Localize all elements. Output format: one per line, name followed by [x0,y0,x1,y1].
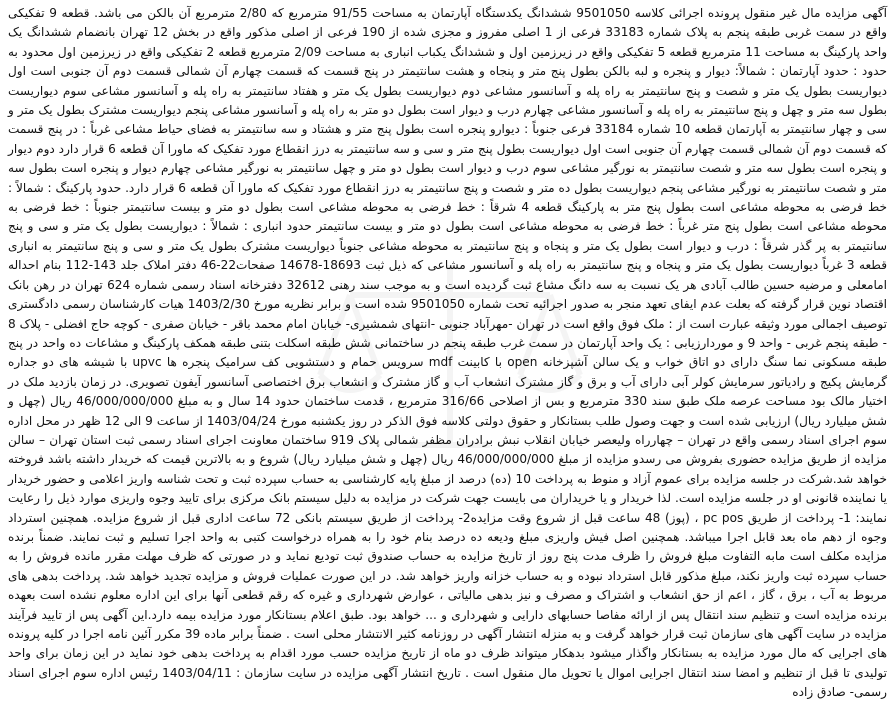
notice-body-text: آگهی مزایده مال غیر منقول پرونده اجرائی کلاسه 9501050 ششدانگ یکدستگاه آپارتمان به مساحت 91/55 مترمربع که 2/80 مترمربع آن بالکن می باشد. قطعه 9 تفکیکی واقع در سمت غربی طبقه پنجم به پلاک شماره 33183 فرعی از 1 اصلی مفروز و مجزی شده از 190 فرعی از اصلی مذکور واقع در بخش 12 تهران بانضمام ششدانگ یک واحد پارکینگ به مساحت 11 مترمربع قطعه 5 تفکیکی واقع در زیرزمین اول و ششدانگ یکباب انباری به مساحت 2/09 مترمربع قطعه 2 تفکیکی واقع در زیرزمین اول محدود به حدود : حدود آپارتمان : شمالاً: دیوار و پنجره و لبه بالکن بطول پنج متر و پنجاه و هشت سانتیمتر در پنج قسمت که قسمت چهارم آن شمالی قسمت دوم آن جنوبی است اول دیواریست بطول یک متر و شصت و پنج سانتیمتر به راه پله و آسانسور مشاعی دوم دیواریست بطول یک متر و هفتاد سانتیمتر به راه پله و آسانسور مشاعی سوم دیواریست بطول سه متر و چهل و پنج سانتیمتر به راه پله و آسانسور مشاعی چهارم درب و دیوار است بطول دو متر به راه پله و آسانسور مشاعی پنجم دیواریست مشترک بطول یک متر و سی و چهار سانتیمتر به آپارتمان قطعه 10 شماره 33184 فرعی جنوباً : دیوارو پنجره است بطول پنج متر و هشتاد و سه سانتیمتر به فضای حیاط مشاعی غرباً : در پنج قسمت که قسمت دوم آن شمالی قسمت چهارم آن جنوبی است اول دیواریست بطول پنج متر و سی و سه سانتیمتر به درز انقطاع مورد تفکیک که ماورا آن قطعه 6 قرار دارد دوم دیوار و پنجره است بطول سه متر و شصت سانتیمتر به نورگیر مشاعی سوم درب و دیوار است بطول دو متر و چهل سانتیمتر به نورگیر مشاعی چهارم دیوار و پنجره است بطول سه متر و شصت سانتیمتر به نورگیر مشاعی پنجم دیواریست بطول ده متر و شصت و پنج سانتیمتر به درز انقطاع مورد تفکیک که ماورا آن قطعه 6 قرار دارد. حدود پارکینگ : شمالاً : خط فرضی به محوطه مشاعی است بطول پنج متر به پارکینگ قطعه 4 شرقاً : خط فرضی به محوطه مشاعی است بطول دو متر و بیست سانتیمتر جنوباً : خط فرضی به محوطه مشاعی است بطول پنج متر غرباً : خط فرضی به محوطه مشاعی است بطول دو متر و بیست سانتیمتر حدود انباری : شمالاً : دیواریست بطول یک متر و سی و پنج سانتیمتر به پر گذر شرقاً : درب و دیوار است بطول یک متر و پنجاه و پنج سانتیمتر به محوطه مشاعی جنوباً دیواریست مشترک بطول یک متر و سی و پنج سانتیمتر به انباری قطعه 3 غرباً دیواریست بطول یک متر و پنجاه و پنج سانتیمتر به راه پله و آسانسور مشاعی که ذیل ثبت 18693-14678 صفحات22-46 دفتر املاک جلد 143-112 بنام احداله امامعلی و مرضیه حسین طالب آبادی هر یک نسبت به سه دانگ مشاع ثبت گردیده است و به موجب سند رهنی 32612 دفترخانه اسناد رسمی شماره 624 تهران در رهن بانک اقتصاد نوین قرار گرفته که بعلت عدم ایفای تعهد منجر به صدور اجرائیه تحت شماره 9501050 شده است و برابر نظریه مورخ 1403/2/30 هیات کارشناسان رسمی دادگستری توصیف اجمالی مورد وثیقه عبارت است از : ملک فوق واقع است در تهران -مهرآباد جنوبی -انتهای شمشیری- خیابان امام محمد باقر - خیابان صفری - کوچه حاج افضلی - پلاک 8 - طبقه پنجم غربی - واحد 9 و موردارزیابی : یک واحد آپارتمان در سمت غرب طبقه پنجم در ساختمانی شش طبقه اسکلت بتنی طبقه همکف پارکینگ و مشاعات ده واحد در پنج طبقه مسکونی نما سنگ دارای دو اتاق خواب و یک سالن آشپزخانه open با کابینت mdf سرویس حمام و دستشویی کف سرامیک پنجره ها upvc با شیشه های دو جداره گرمایش پکیج و رادیاتور سرمایش کولر آبی دارای آب و برق و گاز مشترک انشعاب آب و گاز مشترک و انشعاب برق اختصاصی آسانسور آیفون تصویری. در زمان بازدید ملک در اختیار مالک بود مساحت عرصه ملک طبق سند 330 مترمربع و بس از اصلاحی 316/66 مترمربع ، قدمت ساختمان حدود 14 سال و به مبلغ 46/000/000/000 ریال (چهل و شش میلیارد ریال) ارزیابی شده است و جهت وصول طلب بستانکار و حقوق دولتی کلاسه فوق الذکر در روز یکشنبه مورخ 1403/04/24 از ساعت 9 الی 12 ظهر در محل اداره سوم اجرای اسناد رسمی واقع در تهران – چهارراه ولیعصر خیابان انقلاب نبش برادران مظفر شمالی پلاک 919 ساختمان معاونت اجرای اسناد رسمی ثبت استان تهران – سالن مزایده از طریق مزایده حضوری بفروش می رسدو مزایده از مبلغ 46/000/000/000 ریال (چهل و شش میلیارد ریال) شروع و به بالاترین قیمت که خریدار داشته باشد فروخته خواهد شد.شرکت در جلسه مزایده برای عموم آزاد و منوط به پرداخت 10 (ده) درصد از مبلغ پایه کارشناسی به حساب سپرده ثبت و تحت شناسه واریز اعلامی و حضور خریدار یا نماینده قانونی او در جلسه مزایده است. لذا خریدار و یا خریداران می بایست جهت شرکت در مزایده به دلیل سیستم بانک مرکزی برای تایید وجوه واریزی موارد ذیل را رعایت نمایند: 1- پرداخت از طریق pc pos ، (پوز) 48 ساعت قبل از شروع وقت مزایده2- پرداخت از طریق سیستم بانکی 72 ساعت اداری قبل از شروع مزایده. همچنین استرداد وجوه از دهم ماه بعد قابل اجرا میباشد. همچنین اصل فیش واریزی مبلغ ودیعه ده درصد بنام خود را به همراه درخواست کتبی به واحد اجرا تسلیم و ثبت نمایند. ضمناً برنده مزایده مکلف است مابه التفاوت مبلغ فروش را ظرف مدت پنج روز از تاریخ مزایده به حساب صندوق ثبت تودیع نماید و در صورتی که ظرف مهلت مقرر مانده فروش را به حساب سپرده ثبت واریز نکند، مبلغ مذکور قابل استرداد نبوده و به حساب خزانه واریز خواهد شد. در این صورت عملیات فروش و مزایده تجدید خواهد شد. پرداخت بدهی های مربوط به آب ، برق ، گاز ، اعم از حق انشعاب و اشتراک و مصرف و نیز بدهی مالیاتی ، عوارض شهرداری و غیره که رقم قطعی آنها برای این اداره معلوم نشده است بعهده برنده مزایده است و تنظیم سند انتقال پس از ارائه مفاصا حسابهای دارایی و شهرداری و ... خواهد بود. طبق اعلام بستانکار مورد مزایده بیمه دارد.این آگهی پس از تایید فرآیند مزایده در سایت آگهی های سازمان ثبت قرار خواهد گرفت و به منزله انتشار آگهی در روزنامه کثیر الانتشار محلی است . ضمناً برابر ماده 39 مکرر آئین نامه اجرا در کلیه پرونده های اجرایی که مال مورد مزایده به بستانکار واگذار میشود بدهکار میتواند ظرف دو ماه از تاریخ مزایده حسب مورد اقدام به پرداخت بدهی خود نماید در این زمان برای واحد تولیدی تا قبل از تنظیم و امضا سند انتقال اجرایی اموال یا تحویل مال منقول است . تاریخ انتشار آگهی مزایده در سایت سازمان : 1403/04/11 رئیس اداره سوم اجرای اسناد رسمی- صادق زاده [8,6,888,700]
